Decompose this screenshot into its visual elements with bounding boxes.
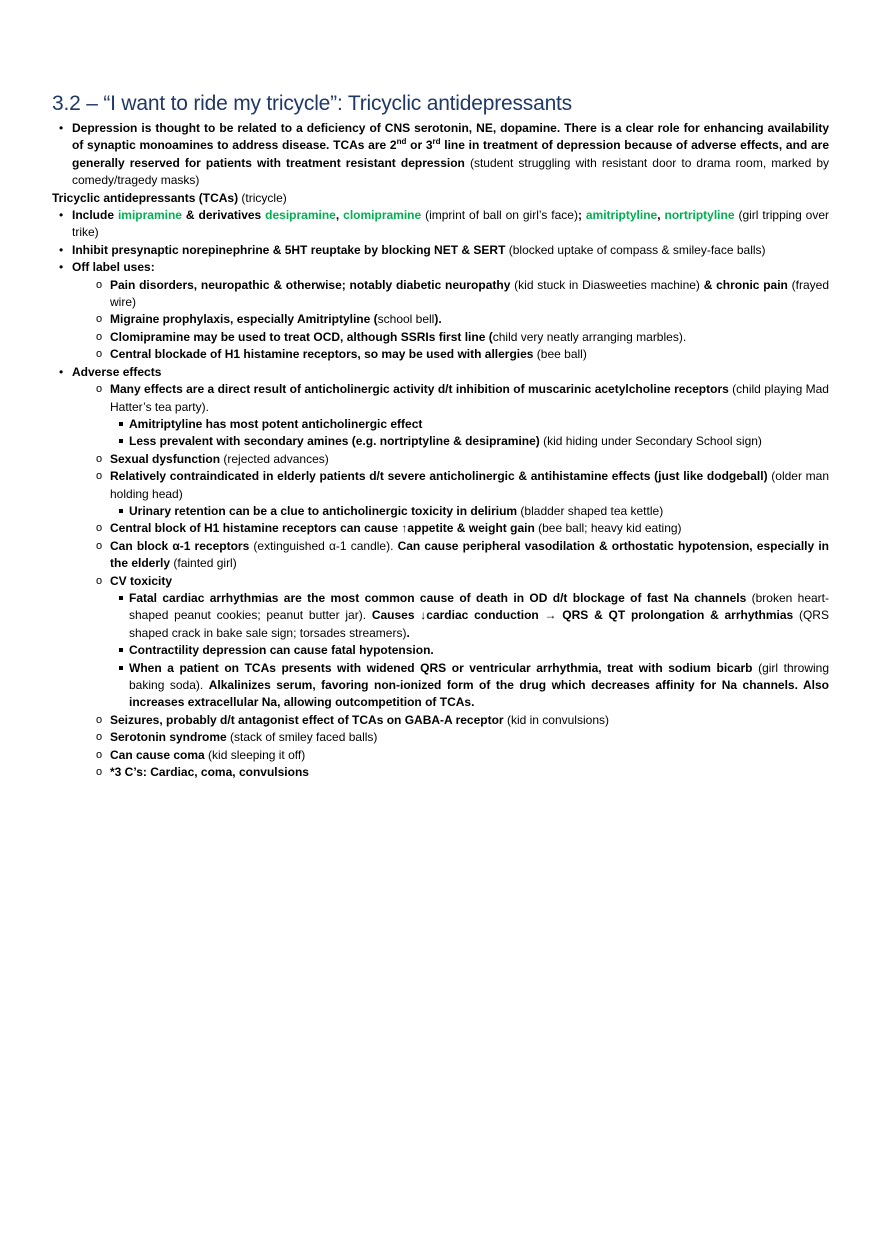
drug-nortriptyline: nortriptyline: [664, 208, 735, 223]
include-b2: & derivatives: [181, 208, 266, 223]
adverse-item: [96, 451, 829, 468]
offlabel-1-b2: ).: [434, 312, 442, 327]
page-title: 3.2 – “I want to ride my tricycle”: Tricyclic antidepressants: [52, 92, 572, 115]
offlabel-2-b: Clomipramine may be used to treat OCD, although SSRIs first line (: [110, 329, 493, 344]
offlabel-0-b: Pain disorders, neuropathic & otherwise; notably diabetic neuropathy: [110, 277, 511, 292]
include-b5: ,: [657, 208, 665, 223]
offlabel-3-n: (bee ball): [533, 347, 587, 362]
coma-n: (kid sleeping it off): [204, 747, 306, 762]
seizures-n: (kid in convulsions): [503, 712, 609, 727]
adverse-item: [96, 747, 829, 764]
document-page: [52, 92, 829, 781]
sexual-n: (rejected advances): [220, 451, 329, 466]
intro-sup-2: rd: [432, 137, 441, 147]
offlabel-0-n2: (frayed wire): [110, 277, 829, 310]
offlabel-0-b2: & chronic pain: [703, 277, 788, 292]
sexual-b: Sexual dysfunction: [110, 451, 221, 466]
intro-note: (student struggling with resistant door to drama room, marked by comedy/tragedy masks): [72, 155, 829, 188]
cv-sub1-b2: Causes ↓cardiac conduction → QRS & QT prolongation & arrhythmias: [371, 608, 794, 623]
adverse-item: [96, 573, 829, 712]
alpha-b2: Can cause peripheral vasodilation & orthostatic hypotension, especially in the elderly: [110, 538, 830, 571]
offlabel-item: [96, 329, 829, 346]
anticholinergic-n: (child playing Mad Hatter’s tea party).: [110, 382, 829, 414]
adverse-item: [96, 381, 829, 451]
drug-desipramine: desipramine: [265, 208, 336, 223]
elderly-b: Relatively contraindicated in elderly patients d/t severe anticholinergic & antihistamine effects (just like dodgeball): [110, 469, 768, 484]
alpha-n: (extinguished α-1 candle).: [249, 538, 398, 553]
elderly-sub: [118, 503, 829, 520]
coma-b: Can cause coma: [110, 747, 205, 762]
cv-sub: [118, 660, 829, 712]
seizures-b: Seizures, probably d/t antagonist effect of TCAs on GABA-A receptor: [110, 712, 504, 727]
intro-bold-3: line in treatment of depression because of adverse effects, and are generally reserved for patients with treatment resistant depression: [72, 138, 829, 170]
anticholinergic-sub-0-b: Amitriptyline has most potent anticholinergic effect: [129, 416, 423, 431]
intro-list: [52, 120, 829, 190]
adverse-heading: Adverse effects: [72, 364, 162, 379]
inhibit-bold: Inhibit presynaptic norepinephrine & 5HT reuptake by blocking NET & SERT: [72, 242, 506, 257]
tca-list: [52, 207, 829, 781]
alpha-n2: (fainted girl): [170, 556, 237, 571]
anticholinergic-sub-1-b: Less prevalent with secondary amines (e.g. nortriptyline & desipramine): [129, 434, 540, 449]
drug-amitriptyline: amitriptyline: [585, 208, 658, 223]
include-n2: (girl tripping over trike): [72, 208, 830, 240]
offlabel-heading: Off label uses:: [72, 260, 155, 275]
drug-imipramine: imipramine: [117, 208, 182, 223]
intro-bold-1: Depression is thought to be related to a deficiency of CNS serotonin, NE, dopamine. There is a clear role for enhancing availability of synaptic monoamines to address disease. TCAs are 2: [72, 121, 829, 153]
h1-n: (bee ball; heavy kid eating): [534, 521, 682, 536]
intro-bold-2: or 3: [406, 138, 433, 153]
offlabel-item: [96, 346, 829, 363]
offlabel-2-n: child very neatly arranging marbles).: [492, 329, 687, 344]
offlabel-1-n: school bell: [377, 312, 435, 327]
anticholinergic-sub: [118, 416, 829, 433]
adverse-item: [96, 468, 829, 520]
cv-heading: CV toxicity: [110, 573, 173, 588]
alpha-b: Can block α-1 receptors: [110, 538, 250, 553]
offlabel-item: [96, 311, 829, 328]
cv-sub3-b2: Alkalinizes serum, favoring non-ionized form of the drug which decreases affinity for Na channels. Also increases extracellular Na, allowing outcompetition of TCAs.: [129, 678, 829, 710]
cv-sub3-b: When a patient on TCAs presents with widened QRS or ventricular arrhythmia, treat with sodium bicarb: [129, 660, 753, 675]
cv-sub1-n2: (QRS shaped crack in bake sale sign; torsades streamers): [129, 608, 829, 640]
tca-heading-bold: Tricyclic antidepressants (TCAs): [52, 190, 239, 205]
inhibit-note: (blocked uptake of compass & smiley-face balls): [505, 242, 766, 257]
elderly-sublist: [118, 503, 829, 520]
elderly-sub-0-n: (bladder shaped tea kettle): [517, 503, 664, 518]
anticholinergic-b: Many effects are a direct result of anticholinergic activity d/t inhibition of muscarinic acetylcholine receptors: [110, 382, 729, 397]
cv-sub: [118, 590, 829, 642]
offlabel-sublist: [96, 277, 829, 364]
offlabel-1-b: Migraine prophylaxis, especially Amitriptyline (: [110, 312, 378, 327]
intro-bullet: [52, 120, 829, 190]
anticholinergic-sub-1-n: (kid hiding under Secondary School sign): [539, 434, 762, 449]
elderly-n: (older man holding head): [110, 469, 829, 501]
offlabel-0-n: (kid stuck in Diasweeties machine): [510, 277, 704, 292]
cv-sub1-b3: .: [406, 625, 410, 640]
cv-sub1-n: (broken heart-shaped peanut cookies; peanut butter jar).: [129, 590, 830, 623]
adverse-item: [96, 712, 829, 729]
offlabel-3-b: Central blockade of H1 histamine receptors, so may be used with allergies: [110, 347, 534, 362]
inhibit-bullet: [52, 242, 829, 259]
anticholinergic-sub: [118, 433, 829, 450]
include-bullet: [52, 207, 829, 242]
offlabel-item: [96, 277, 829, 312]
serotonin-n: (stack of smiley faced balls): [226, 730, 378, 745]
cv-sub1-b: Fatal cardiac arrhythmias are the most common cause of death in OD d/t blockage of fast Na channels: [129, 590, 747, 605]
cv-sublist: [118, 590, 829, 712]
include-b3: ,: [335, 208, 344, 223]
include-n1: (imprint of ball on girl’s face): [421, 208, 578, 223]
cv-sub2-b: Contractility depression can cause fatal hypotension.: [129, 643, 434, 658]
h1-b: Central block of H1 histamine receptors can cause ↑appetite & weight gain: [110, 521, 535, 536]
adverse-item: [96, 764, 829, 781]
elderly-sub-0-b: Urinary retention can be a clue to anticholinergic toxicity in delirium: [129, 503, 518, 518]
anticholinergic-sublist: [118, 416, 829, 451]
offlabel-bullet: [52, 259, 829, 363]
include-b1: Include: [72, 208, 118, 223]
adverse-bullet: [52, 364, 829, 782]
intro-sup-1: nd: [396, 137, 407, 147]
serotonin-b: Serotonin syndrome: [110, 730, 227, 745]
cv-sub3-n: (girl throwing baking soda).: [129, 660, 829, 692]
cv-sub: [118, 642, 829, 659]
adverse-item: [96, 729, 829, 746]
drug-clomipramine: clomipramine: [343, 208, 422, 223]
tca-heading-note: (tricycle): [238, 190, 287, 205]
adverse-item: [96, 520, 829, 537]
adverse-item: [96, 538, 829, 573]
include-b4: ;: [577, 208, 586, 223]
tca-heading: [52, 190, 829, 207]
adverse-sublist: [96, 381, 829, 781]
threec-b: *3 C’s: Cardiac, coma, convulsions: [110, 765, 309, 780]
